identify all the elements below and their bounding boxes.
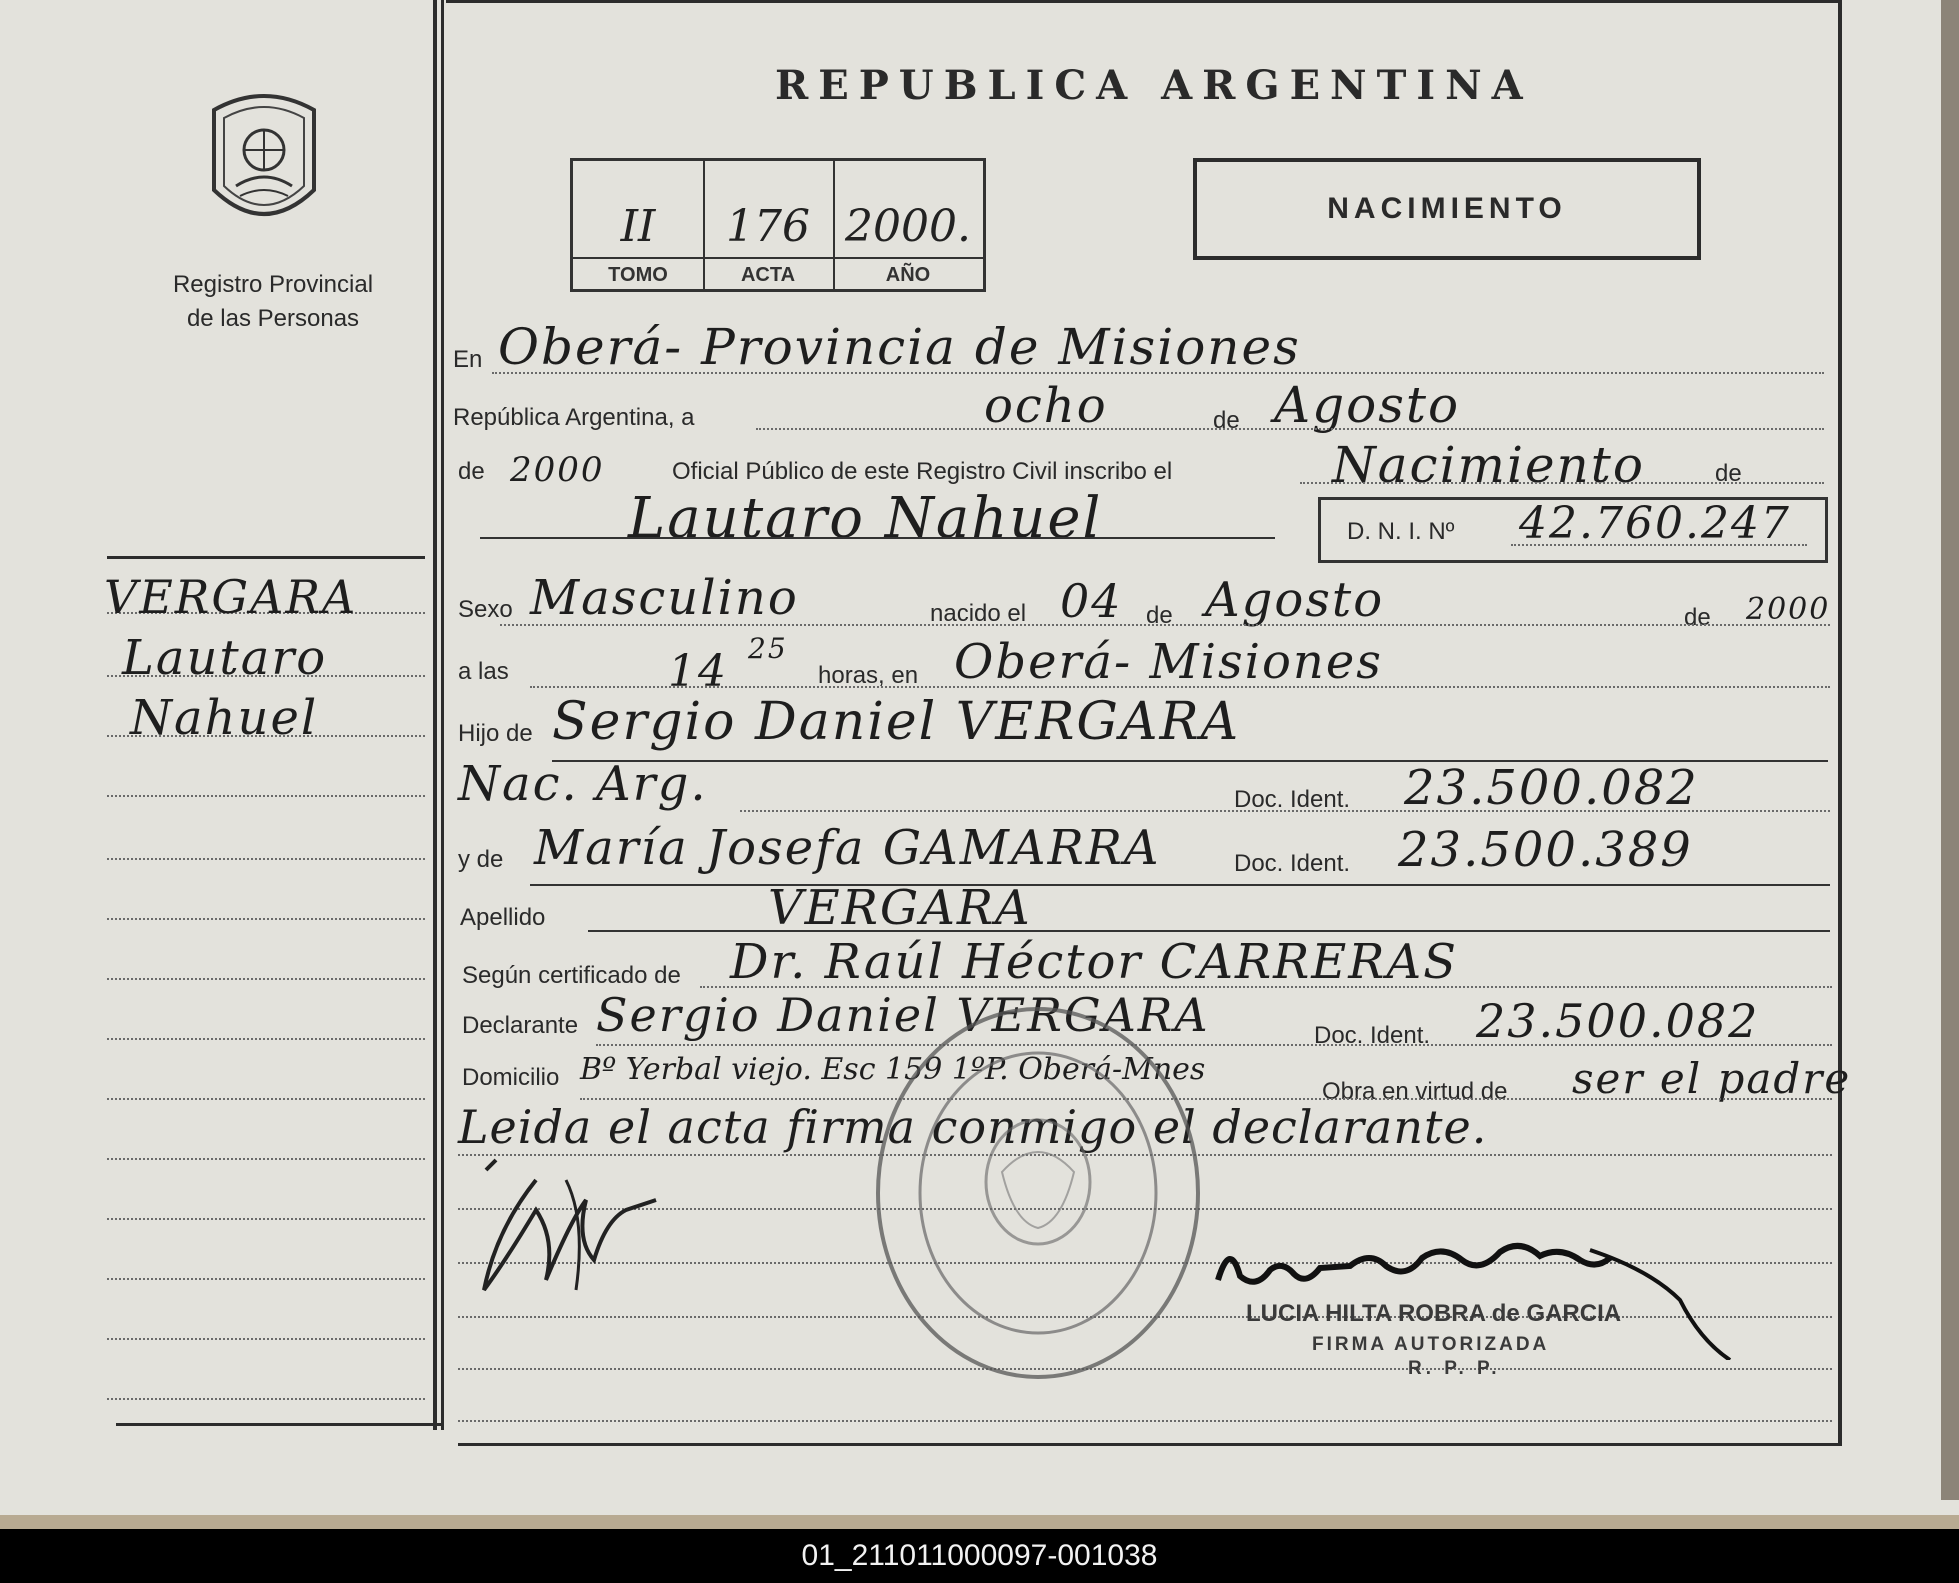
frame-bottom-line bbox=[458, 1443, 1842, 1446]
form-line bbox=[756, 428, 1824, 430]
acta-value: 176 bbox=[726, 201, 810, 252]
rpp-label: R. P. P. bbox=[1408, 1358, 1501, 1379]
form-line bbox=[1511, 544, 1807, 546]
country-title: REPUBLICA ARGENTINA bbox=[775, 62, 1533, 109]
margin-line bbox=[107, 978, 425, 980]
de-label-4: de bbox=[1146, 602, 1173, 629]
page-bottom-edge bbox=[0, 1515, 1959, 1529]
closing-line: Leida el acta firma conmigo el declarante. bbox=[458, 1100, 1488, 1154]
margin-given-name-2: Nahuel bbox=[130, 690, 319, 746]
apellido-value: VERGARA bbox=[768, 880, 1032, 936]
margin-line bbox=[107, 858, 425, 860]
frame-right-line bbox=[1838, 0, 1842, 1446]
margin-line bbox=[107, 1218, 425, 1220]
registration-month: Agosto bbox=[1274, 376, 1461, 434]
declarante-value: Sergio Daniel VERGARA bbox=[596, 988, 1210, 1042]
form-line bbox=[530, 686, 1830, 688]
act-type: Nacimiento bbox=[1332, 436, 1645, 494]
father-doc: 23.500.082 bbox=[1404, 760, 1699, 816]
frame-left-line-inner bbox=[441, 0, 444, 1430]
domicilio-label: Domicilio bbox=[462, 1064, 560, 1091]
margin-line bbox=[107, 1098, 425, 1100]
sexo-value: Masculino bbox=[530, 570, 799, 626]
doc-label-3: Doc. Ident. bbox=[1314, 1022, 1431, 1049]
given-names: Lautaro Nahuel bbox=[628, 486, 1103, 551]
margin-line bbox=[107, 1038, 425, 1040]
declarante-doc: 23.500.082 bbox=[1476, 994, 1760, 1048]
doc-label-2: Doc. Ident. bbox=[1234, 850, 1351, 877]
birth-time-minutes: 25 bbox=[748, 632, 788, 665]
frame-top-line bbox=[446, 0, 1841, 3]
form-line bbox=[596, 1044, 1832, 1046]
official-name: LUCIA HILTA ROBRA de GARCIA bbox=[1246, 1300, 1622, 1327]
dni-box bbox=[1318, 497, 1828, 563]
form-line bbox=[458, 1420, 1832, 1422]
de-label-2: de bbox=[458, 458, 485, 485]
father-nationality: Nac. Arg. bbox=[458, 756, 708, 812]
record-type-box: NACIMIENTO bbox=[1193, 158, 1701, 260]
acta-cell bbox=[703, 161, 835, 289]
y-de-label: y de bbox=[458, 846, 504, 873]
acta-label: ACTA bbox=[703, 257, 833, 291]
ano-cell bbox=[833, 161, 983, 289]
birth-time: 14 bbox=[668, 646, 728, 697]
ano-value: 2000. bbox=[845, 201, 971, 252]
frame-left-line bbox=[433, 0, 437, 1430]
provincial-seal-icon bbox=[200, 88, 328, 236]
nacido-label: nacido el bbox=[930, 600, 1027, 627]
margin-line bbox=[107, 1338, 425, 1340]
margin-surname: VERGARA bbox=[104, 570, 358, 624]
ano-label: AÑO bbox=[833, 257, 983, 291]
margin-line bbox=[107, 918, 425, 920]
declarante-label: Declarante bbox=[462, 1012, 579, 1039]
sexo-label: Sexo bbox=[458, 596, 513, 623]
obra-value: ser el padre bbox=[1572, 1054, 1852, 1103]
form-line bbox=[588, 930, 1830, 932]
dni-label: D. N. I. Nº bbox=[1347, 518, 1455, 545]
segun-label: Según certificado de bbox=[462, 962, 681, 989]
mother-name: María Josefa GAMARRA bbox=[534, 820, 1161, 876]
tomo-cell bbox=[573, 161, 705, 289]
form-line bbox=[1300, 482, 1824, 484]
form-line bbox=[500, 624, 1830, 626]
record-number-box bbox=[570, 158, 986, 292]
oficial-text: Oficial Público de este Registro Civil inscribo el bbox=[672, 458, 1173, 485]
form-line bbox=[530, 884, 1830, 886]
margin-line bbox=[107, 1398, 425, 1400]
margin-line bbox=[107, 1278, 425, 1280]
registration-place: Oberá- Provincia de Misiones bbox=[498, 318, 1301, 376]
form-line bbox=[740, 810, 1830, 812]
tomo-value: II bbox=[620, 201, 656, 252]
margin-line bbox=[107, 795, 425, 797]
registry-name-line2: de las Personas bbox=[186, 305, 360, 332]
firma-label: FIRMA AUTORIZADA bbox=[1312, 1334, 1550, 1355]
mother-doc: 23.500.389 bbox=[1398, 822, 1693, 878]
apellido-label: Apellido bbox=[460, 904, 546, 931]
horas-label: horas, en bbox=[818, 662, 919, 689]
form-line bbox=[480, 537, 1275, 539]
margin-given-name-1: Lautaro bbox=[122, 630, 328, 686]
birth-year: 2000 bbox=[1746, 592, 1831, 627]
margin-top-line bbox=[107, 556, 425, 559]
domicilio-value: Bº Yerbal viejo. Esc 159 1ºP. Oberá-Mnes bbox=[580, 1052, 1206, 1087]
declarante-signature-icon bbox=[476, 1140, 696, 1310]
republica-label: República Argentina, a bbox=[453, 404, 695, 431]
hijo-label: Hijo de bbox=[458, 720, 533, 747]
doc-label-1: Doc. Ident. bbox=[1234, 786, 1351, 813]
father-name: Sergio Daniel VERGARA bbox=[552, 692, 1241, 752]
registration-day: ocho bbox=[984, 378, 1108, 434]
registration-year: 2000 bbox=[510, 450, 605, 490]
en-label: En bbox=[453, 346, 483, 373]
official-round-stamp-icon bbox=[872, 1002, 1204, 1384]
obra-label: Obra en virtud de bbox=[1322, 1078, 1508, 1105]
page-edge bbox=[1941, 0, 1959, 1500]
a-las-label: a las bbox=[458, 658, 509, 685]
dni-value: 42.760.247 bbox=[1519, 498, 1791, 549]
birth-day: 04 bbox=[1060, 574, 1123, 628]
certificado-value: Dr. Raúl Héctor CARRERAS bbox=[730, 934, 1458, 990]
de-label-3: de bbox=[1715, 460, 1742, 487]
registry-name bbox=[158, 268, 388, 336]
de-label: de bbox=[1213, 407, 1240, 434]
birth-place: Oberá- Misiones bbox=[954, 634, 1383, 690]
birth-month: Agosto bbox=[1205, 572, 1385, 628]
image-id-footer: 01_211011000097-001038 bbox=[0, 1529, 1959, 1583]
form-line bbox=[492, 372, 1824, 374]
margin-line bbox=[107, 1158, 425, 1160]
registry-name-line1: Registro Provincial bbox=[172, 271, 374, 298]
margin-bottom-line bbox=[116, 1423, 442, 1426]
tomo-label: TOMO bbox=[573, 257, 703, 291]
de-label-5: de bbox=[1684, 604, 1711, 631]
